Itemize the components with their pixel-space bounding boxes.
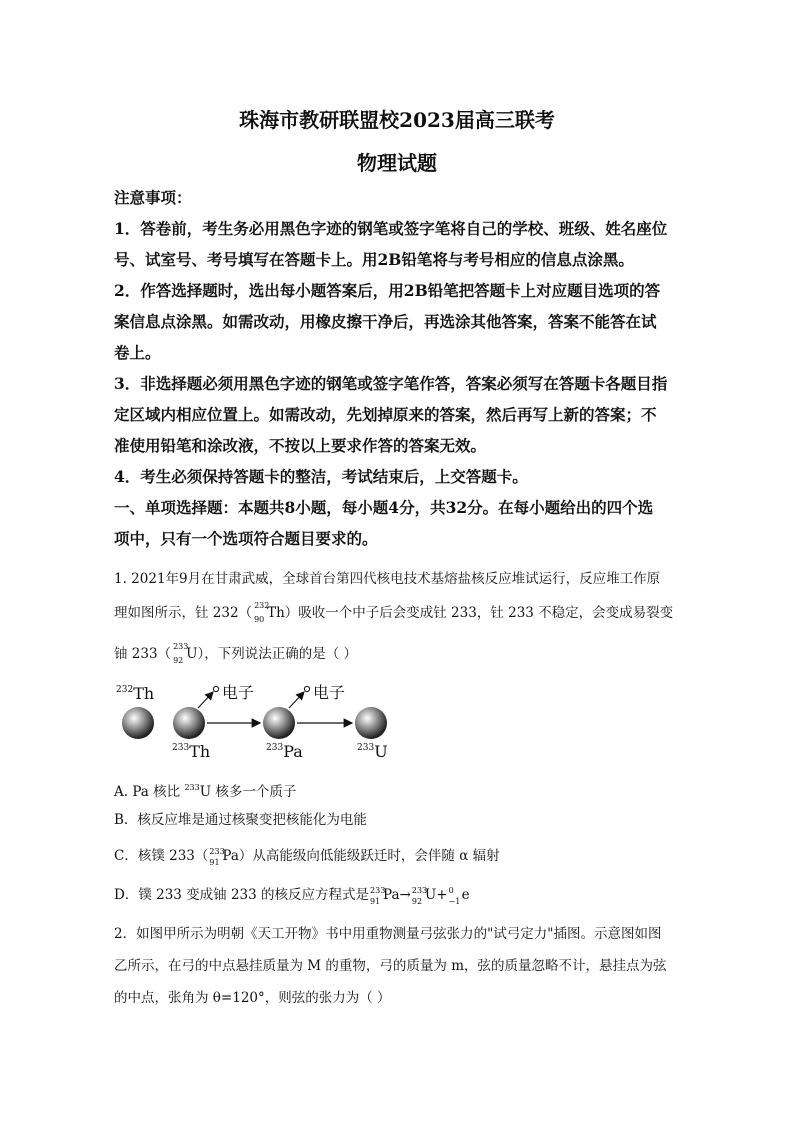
section-heading: 一、单项选择题：本题共8小题，每小题4分，共32分。在每小题给出的四个选 <box>114 498 654 517</box>
nucleus-th233 <box>173 707 205 739</box>
q1-text: 铀 233（ <box>114 646 172 662</box>
notice-line: 定区域内相应位置上。如需改动，先划掉原来的答案，然后再写上新的答案；不 <box>114 405 657 424</box>
q2-line: 的中点，张角为 θ=120°，则弦的张力为（ ） <box>114 990 391 1006</box>
q1-option-b[interactable]: B．核反应堆是通过核聚变把核能化为电能 <box>114 812 367 828</box>
q1-line <box>114 601 674 624</box>
label-u233: $^{233}$U <box>357 742 388 761</box>
notice-line: 准使用铅笔和涂改液，不按以上要求作答的答案无效。 <box>114 436 487 455</box>
notice-line: 卷上。 <box>114 343 161 362</box>
label-electron-1: 电子 <box>222 683 255 702</box>
q1-text: ），下列说法正确的是（ ） <box>197 646 357 662</box>
decay-diagram <box>114 680 404 760</box>
notice-line: 案信息点涂黑。如需改动，用橡皮擦干净后，再选涂其他答案，答案不能答在试 <box>114 312 657 331</box>
u233-isotope: 233 92 <box>173 642 189 665</box>
label-electron-2: 电子 <box>313 683 346 702</box>
q1-text: ）吸收一个中子后会变成钍 233，钍 233 不稳定，会变成易裂变 <box>284 605 674 621</box>
notice-line: 4．考生必须保持答题卡的整洁，考试结束后，上交答题卡。 <box>114 467 528 486</box>
nucleus-u233 <box>355 707 387 739</box>
notice-line: 号、试室号、考号填写在答题卡上。用2B铅笔将与考号相应的信息点涂黑。 <box>114 250 634 269</box>
electron-arrow-2 <box>289 692 304 708</box>
notice-line: 2．作答选择题时，选出每小题答案后，用2B铅笔把答题卡上对应题目选项的答 <box>114 281 661 300</box>
label-th232: $^{232}$Th <box>116 684 155 703</box>
th232-isotope: 232 90 <box>254 601 270 624</box>
electron-dot-2 <box>304 686 309 691</box>
q1-option-a[interactable]: A. Pa 核比 $^{233}$U 核多一个质子 <box>114 783 297 800</box>
label-th233: $^{233}$Th <box>172 742 211 761</box>
q1-line: 1. 2021年9月在甘肃武威，全球首台第四代核电技术基熔盐核反应堆试运行，反应堆工作原 <box>114 571 661 587</box>
q2-line: 乙所示，在弓的中点悬挂质量为 M 的重物，弓的质量为 m，弦的质量忽略不计，悬挂点为弦 <box>114 958 667 974</box>
q1-line <box>114 642 357 665</box>
electron-dot-1 <box>213 686 218 691</box>
th-symbol: Th <box>267 605 285 621</box>
notice-line: 1．答卷前，考生务必用黑色字迹的钢笔或签字笔将自己的学校、班级、姓名座位 <box>114 219 668 238</box>
section-heading: 项中，只有一个选项符合题目要求的。 <box>114 529 378 548</box>
electron-arrow-1 <box>198 692 213 708</box>
label-pa233: $^{233}$Pa <box>266 742 303 761</box>
notice-line: 3．非选择题必须用黑色字迹的钢笔或签字笔作答，答案必须写在答题卡各题目指 <box>114 374 668 393</box>
q1-text: 理如图所示，钍 232（ <box>114 605 253 621</box>
exam-title: 珠海市教研联盟校2023届高三联考 <box>239 108 555 132</box>
q1-option-d[interactable]: D．镤 233 变成铀 233 的核反应方程式是 233 91 Pa→ 233 92 U+ 0 −1 e <box>114 885 470 906</box>
nucleus-pa233 <box>263 707 295 739</box>
q1-option-c[interactable]: C．核镤 233（ 233 91 Pa）从高能级向低能级跃迁时，会伴随 α 辐射 <box>114 846 500 867</box>
exam-subtitle: 物理试题 <box>357 151 437 175</box>
nucleus-th232 <box>122 707 154 739</box>
u-symbol: U <box>186 646 198 662</box>
q2-line: 2．如图甲所示为明朝《天工开物》书中用重物测量弓弦张力的"试弓定力"插图。示意图如图 <box>114 926 662 942</box>
notice-heading: 注意事项： <box>114 188 192 207</box>
